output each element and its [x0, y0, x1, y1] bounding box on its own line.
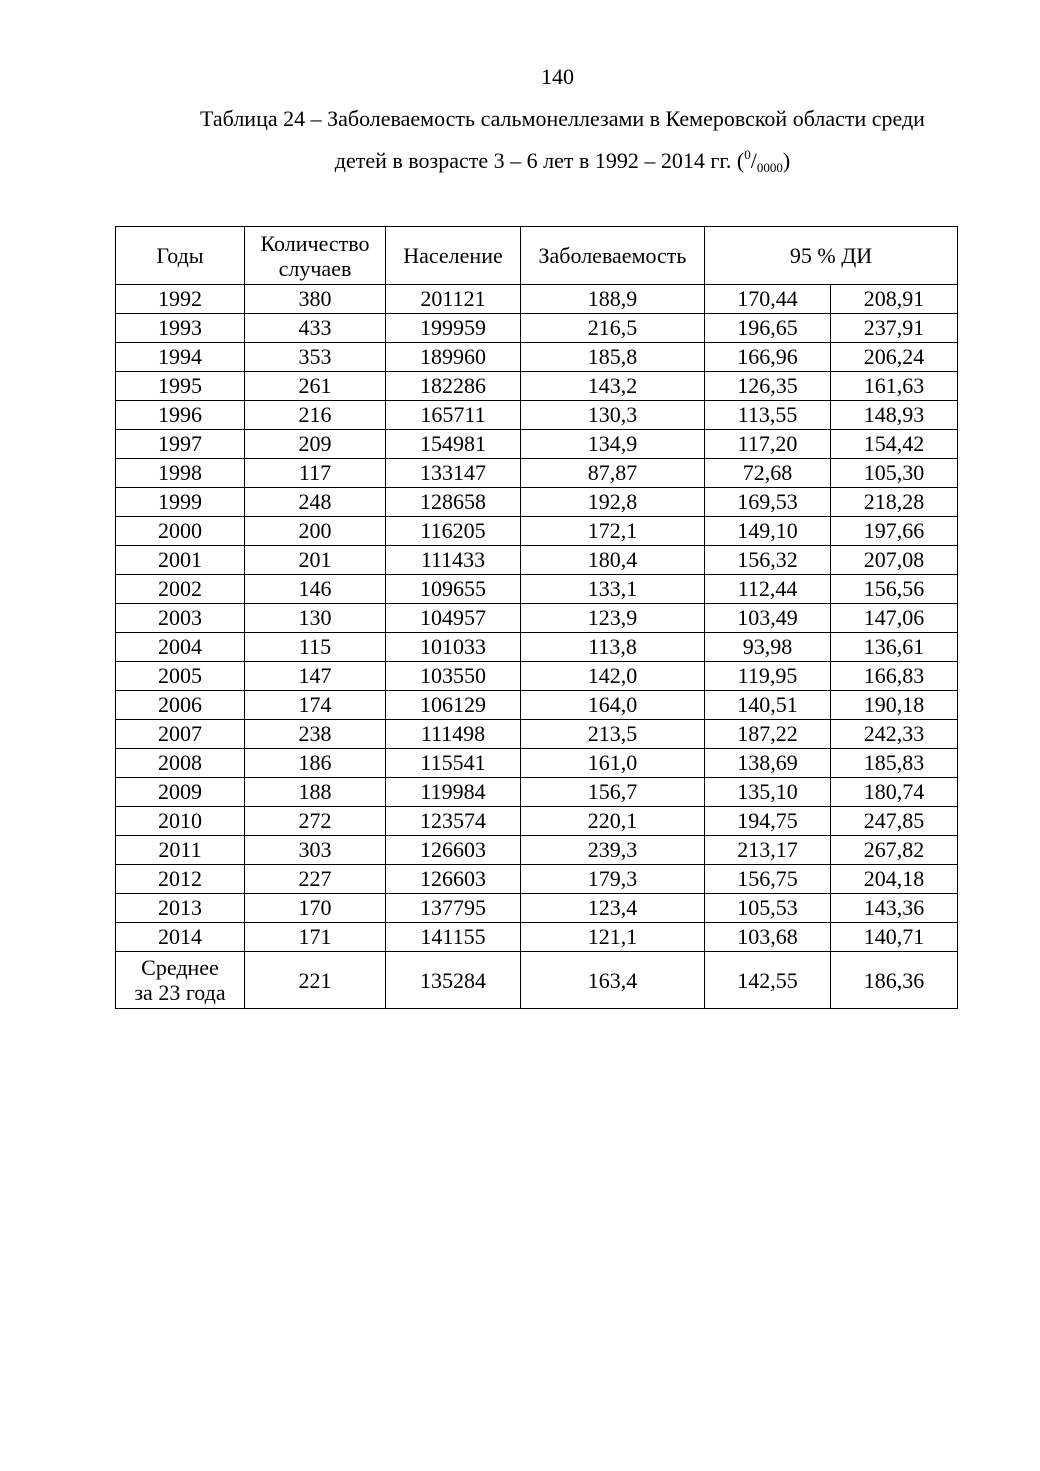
cell-ci-high: 267,82 [831, 836, 958, 865]
cell-population: 111498 [386, 720, 521, 749]
cell-ci-low: 196,65 [705, 314, 831, 343]
cell-incidence: 161,0 [521, 749, 705, 778]
cell-population: 141155 [386, 923, 521, 952]
header-year: Годы [116, 227, 245, 285]
cell-ci-low: 149,10 [705, 517, 831, 546]
cell-ci-high: 190,18 [831, 691, 958, 720]
table-row [116, 285, 958, 314]
cell-year: 1997 [116, 430, 245, 459]
cell-cases: 117 [245, 459, 386, 488]
cell-year: 2006 [116, 691, 245, 720]
cell-ci-high: 185,83 [831, 749, 958, 778]
cell-population: 199959 [386, 314, 521, 343]
table-row [116, 488, 958, 517]
table-row [116, 720, 958, 749]
cell-year: 2012 [116, 865, 245, 894]
cell-year: 2013 [116, 894, 245, 923]
cell-cases: 115 [245, 633, 386, 662]
cell-ci-low: 103,68 [705, 923, 831, 952]
cell-ci-low: 169,53 [705, 488, 831, 517]
cell-year: 2011 [116, 836, 245, 865]
cell-year: 1993 [116, 314, 245, 343]
cell-ci-low: 126,35 [705, 372, 831, 401]
cell-year: 1995 [116, 372, 245, 401]
table-row [116, 604, 958, 633]
cell-year: 1994 [116, 343, 245, 372]
cell-ci-low: 140,51 [705, 691, 831, 720]
cell-cases: 248 [245, 488, 386, 517]
cell-ci-low: 187,22 [705, 720, 831, 749]
cell-incidence: 121,1 [521, 923, 705, 952]
cell-ci-low: 138,69 [705, 749, 831, 778]
cell-year: 1992 [116, 285, 245, 314]
average-label [116, 952, 245, 1009]
cell-population: 189960 [386, 343, 521, 372]
cell-population: 109655 [386, 575, 521, 604]
cell-population: 128658 [386, 488, 521, 517]
cell-population: 119984 [386, 778, 521, 807]
table-caption [115, 98, 1010, 182]
cell-incidence: 239,3 [521, 836, 705, 865]
cell-cases: 174 [245, 691, 386, 720]
table-row [116, 430, 958, 459]
cell-cases: 146 [245, 575, 386, 604]
cell-cases: 147 [245, 662, 386, 691]
cell-ci-low: 194,75 [705, 807, 831, 836]
cell-cases: 188 [245, 778, 386, 807]
table-row [116, 401, 958, 430]
table-row [116, 662, 958, 691]
cell-year: 2010 [116, 807, 245, 836]
cell-ci-high: 147,06 [831, 604, 958, 633]
cell-year: 2009 [116, 778, 245, 807]
cell-cases: 186 [245, 749, 386, 778]
table-row [116, 633, 958, 662]
average-row [116, 952, 958, 1009]
cell-cases: 238 [245, 720, 386, 749]
cell-incidence: 143,2 [521, 372, 705, 401]
cell-cases: 227 [245, 865, 386, 894]
cell-ci-high: 204,18 [831, 865, 958, 894]
cell-ci-low: 117,20 [705, 430, 831, 459]
table-row [116, 749, 958, 778]
cell-population: 126603 [386, 836, 521, 865]
cell-ci-high: 136,61 [831, 633, 958, 662]
average-population: 135284 [386, 952, 521, 1009]
cell-cases: 200 [245, 517, 386, 546]
cell-ci-high: 143,36 [831, 894, 958, 923]
average-label-line1: Среднее [141, 955, 219, 980]
header-cases-line1: Количество [260, 230, 370, 256]
cell-population: 116205 [386, 517, 521, 546]
cell-ci-high: 208,91 [831, 285, 958, 314]
cell-year: 2001 [116, 546, 245, 575]
cell-year: 2005 [116, 662, 245, 691]
cell-year: 2003 [116, 604, 245, 633]
cell-year: 2014 [116, 923, 245, 952]
cell-incidence: 216,5 [521, 314, 705, 343]
cell-cases: 433 [245, 314, 386, 343]
cell-incidence: 134,9 [521, 430, 705, 459]
cell-cases: 303 [245, 836, 386, 865]
cell-year: 1998 [116, 459, 245, 488]
unit-slash: / [750, 148, 757, 173]
cell-incidence: 123,9 [521, 604, 705, 633]
table-row [116, 314, 958, 343]
cell-incidence: 185,8 [521, 343, 705, 372]
table-row [116, 807, 958, 836]
cell-population: 101033 [386, 633, 521, 662]
cell-ci-high: 161,63 [831, 372, 958, 401]
average-incidence: 163,4 [521, 952, 705, 1009]
average-cases: 221 [245, 952, 386, 1009]
table-row [116, 372, 958, 401]
cell-incidence: 188,9 [521, 285, 705, 314]
cell-population: 123574 [386, 807, 521, 836]
cell-ci-high: 218,28 [831, 488, 958, 517]
cell-ci-high: 242,33 [831, 720, 958, 749]
cell-ci-high: 197,66 [831, 517, 958, 546]
cell-population: 115541 [386, 749, 521, 778]
cell-population: 201121 [386, 285, 521, 314]
table-body [116, 285, 958, 952]
cell-ci-low: 103,49 [705, 604, 831, 633]
cell-incidence: 156,7 [521, 778, 705, 807]
cell-population: 111433 [386, 546, 521, 575]
cell-year: 2002 [116, 575, 245, 604]
cell-cases: 216 [245, 401, 386, 430]
table-row [116, 343, 958, 372]
header-ci: 95 % ДИ [705, 227, 958, 285]
cell-ci-low: 72,68 [705, 459, 831, 488]
unit-superscript: 0 [744, 147, 751, 162]
cell-cases: 171 [245, 923, 386, 952]
header-incidence: Заболеваемость [521, 227, 705, 285]
header-cases [245, 227, 386, 285]
cell-cases: 201 [245, 546, 386, 575]
cell-year: 2004 [116, 633, 245, 662]
cell-ci-high: 148,93 [831, 401, 958, 430]
cell-population: 103550 [386, 662, 521, 691]
cell-ci-high: 180,74 [831, 778, 958, 807]
caption-line-1: Таблица 24 – Заболеваемость сальмонеллезами в Кемеровской области среди [200, 106, 925, 131]
cell-incidence: 180,4 [521, 546, 705, 575]
cell-ci-high: 206,24 [831, 343, 958, 372]
caption-line-2-text: детей в возрасте 3 – 6 лет в 1992 – 2014 гг. ( [334, 148, 745, 173]
cell-cases: 353 [245, 343, 386, 372]
cell-population: 182286 [386, 372, 521, 401]
cell-incidence: 130,3 [521, 401, 705, 430]
cell-ci-high: 207,08 [831, 546, 958, 575]
cell-cases: 130 [245, 604, 386, 633]
cell-incidence: 164,0 [521, 691, 705, 720]
cell-ci-high: 154,42 [831, 430, 958, 459]
average-label-line2: за 23 года [134, 980, 226, 1005]
table-row [116, 923, 958, 952]
cell-ci-low: 156,32 [705, 546, 831, 575]
cell-population: 133147 [386, 459, 521, 488]
cell-population: 137795 [386, 894, 521, 923]
cell-ci-low: 213,17 [705, 836, 831, 865]
cell-incidence: 123,4 [521, 894, 705, 923]
table-row [116, 778, 958, 807]
cell-cases: 272 [245, 807, 386, 836]
cell-incidence: 172,1 [521, 517, 705, 546]
header-row [116, 227, 958, 285]
cell-ci-high: 237,91 [831, 314, 958, 343]
cell-incidence: 220,1 [521, 807, 705, 836]
cell-ci-low: 105,53 [705, 894, 831, 923]
cell-ci-high: 166,83 [831, 662, 958, 691]
caption-line-2-close: ) [782, 148, 791, 173]
cell-incidence: 142,0 [521, 662, 705, 691]
cell-year: 2007 [116, 720, 245, 749]
average-ci-low: 142,55 [705, 952, 831, 1009]
cell-ci-low: 170,44 [705, 285, 831, 314]
cell-incidence: 192,8 [521, 488, 705, 517]
cell-ci-low: 135,10 [705, 778, 831, 807]
cell-incidence: 179,3 [521, 865, 705, 894]
cell-population: 104957 [386, 604, 521, 633]
cell-cases: 261 [245, 372, 386, 401]
cell-cases: 380 [245, 285, 386, 314]
page-number: 140 [541, 64, 574, 89]
cell-ci-high: 247,85 [831, 807, 958, 836]
cell-population: 126603 [386, 865, 521, 894]
cell-population: 154981 [386, 430, 521, 459]
table-row [116, 691, 958, 720]
cell-incidence: 213,5 [521, 720, 705, 749]
header-population: Население [386, 227, 521, 285]
table-row [116, 836, 958, 865]
unit-subscript: 0000 [756, 160, 783, 175]
cell-incidence: 113,8 [521, 633, 705, 662]
cell-population: 106129 [386, 691, 521, 720]
cell-ci-low: 156,75 [705, 865, 831, 894]
cell-incidence: 133,1 [521, 575, 705, 604]
cell-ci-high: 140,71 [831, 923, 958, 952]
cell-ci-low: 166,96 [705, 343, 831, 372]
caption-line-2 [115, 140, 1010, 182]
cell-year: 2000 [116, 517, 245, 546]
header-cases-line2: случаев [278, 255, 352, 281]
cell-year: 1996 [116, 401, 245, 430]
cell-ci-low: 119,95 [705, 662, 831, 691]
table-row [116, 546, 958, 575]
cell-ci-low: 93,98 [705, 633, 831, 662]
cell-year: 2008 [116, 749, 245, 778]
table-row [116, 459, 958, 488]
table-row [116, 894, 958, 923]
cell-incidence: 87,87 [521, 459, 705, 488]
cell-population: 165711 [386, 401, 521, 430]
table-row [116, 517, 958, 546]
cell-ci-low: 112,44 [705, 575, 831, 604]
cell-ci-high: 105,30 [831, 459, 958, 488]
cell-cases: 170 [245, 894, 386, 923]
cell-ci-low: 113,55 [705, 401, 831, 430]
salmonellosis-table [115, 226, 958, 1009]
cell-year: 1999 [116, 488, 245, 517]
cell-cases: 209 [245, 430, 386, 459]
average-ci-high: 186,36 [831, 952, 958, 1009]
table-row [116, 865, 958, 894]
table-row [116, 575, 958, 604]
cell-ci-high: 156,56 [831, 575, 958, 604]
